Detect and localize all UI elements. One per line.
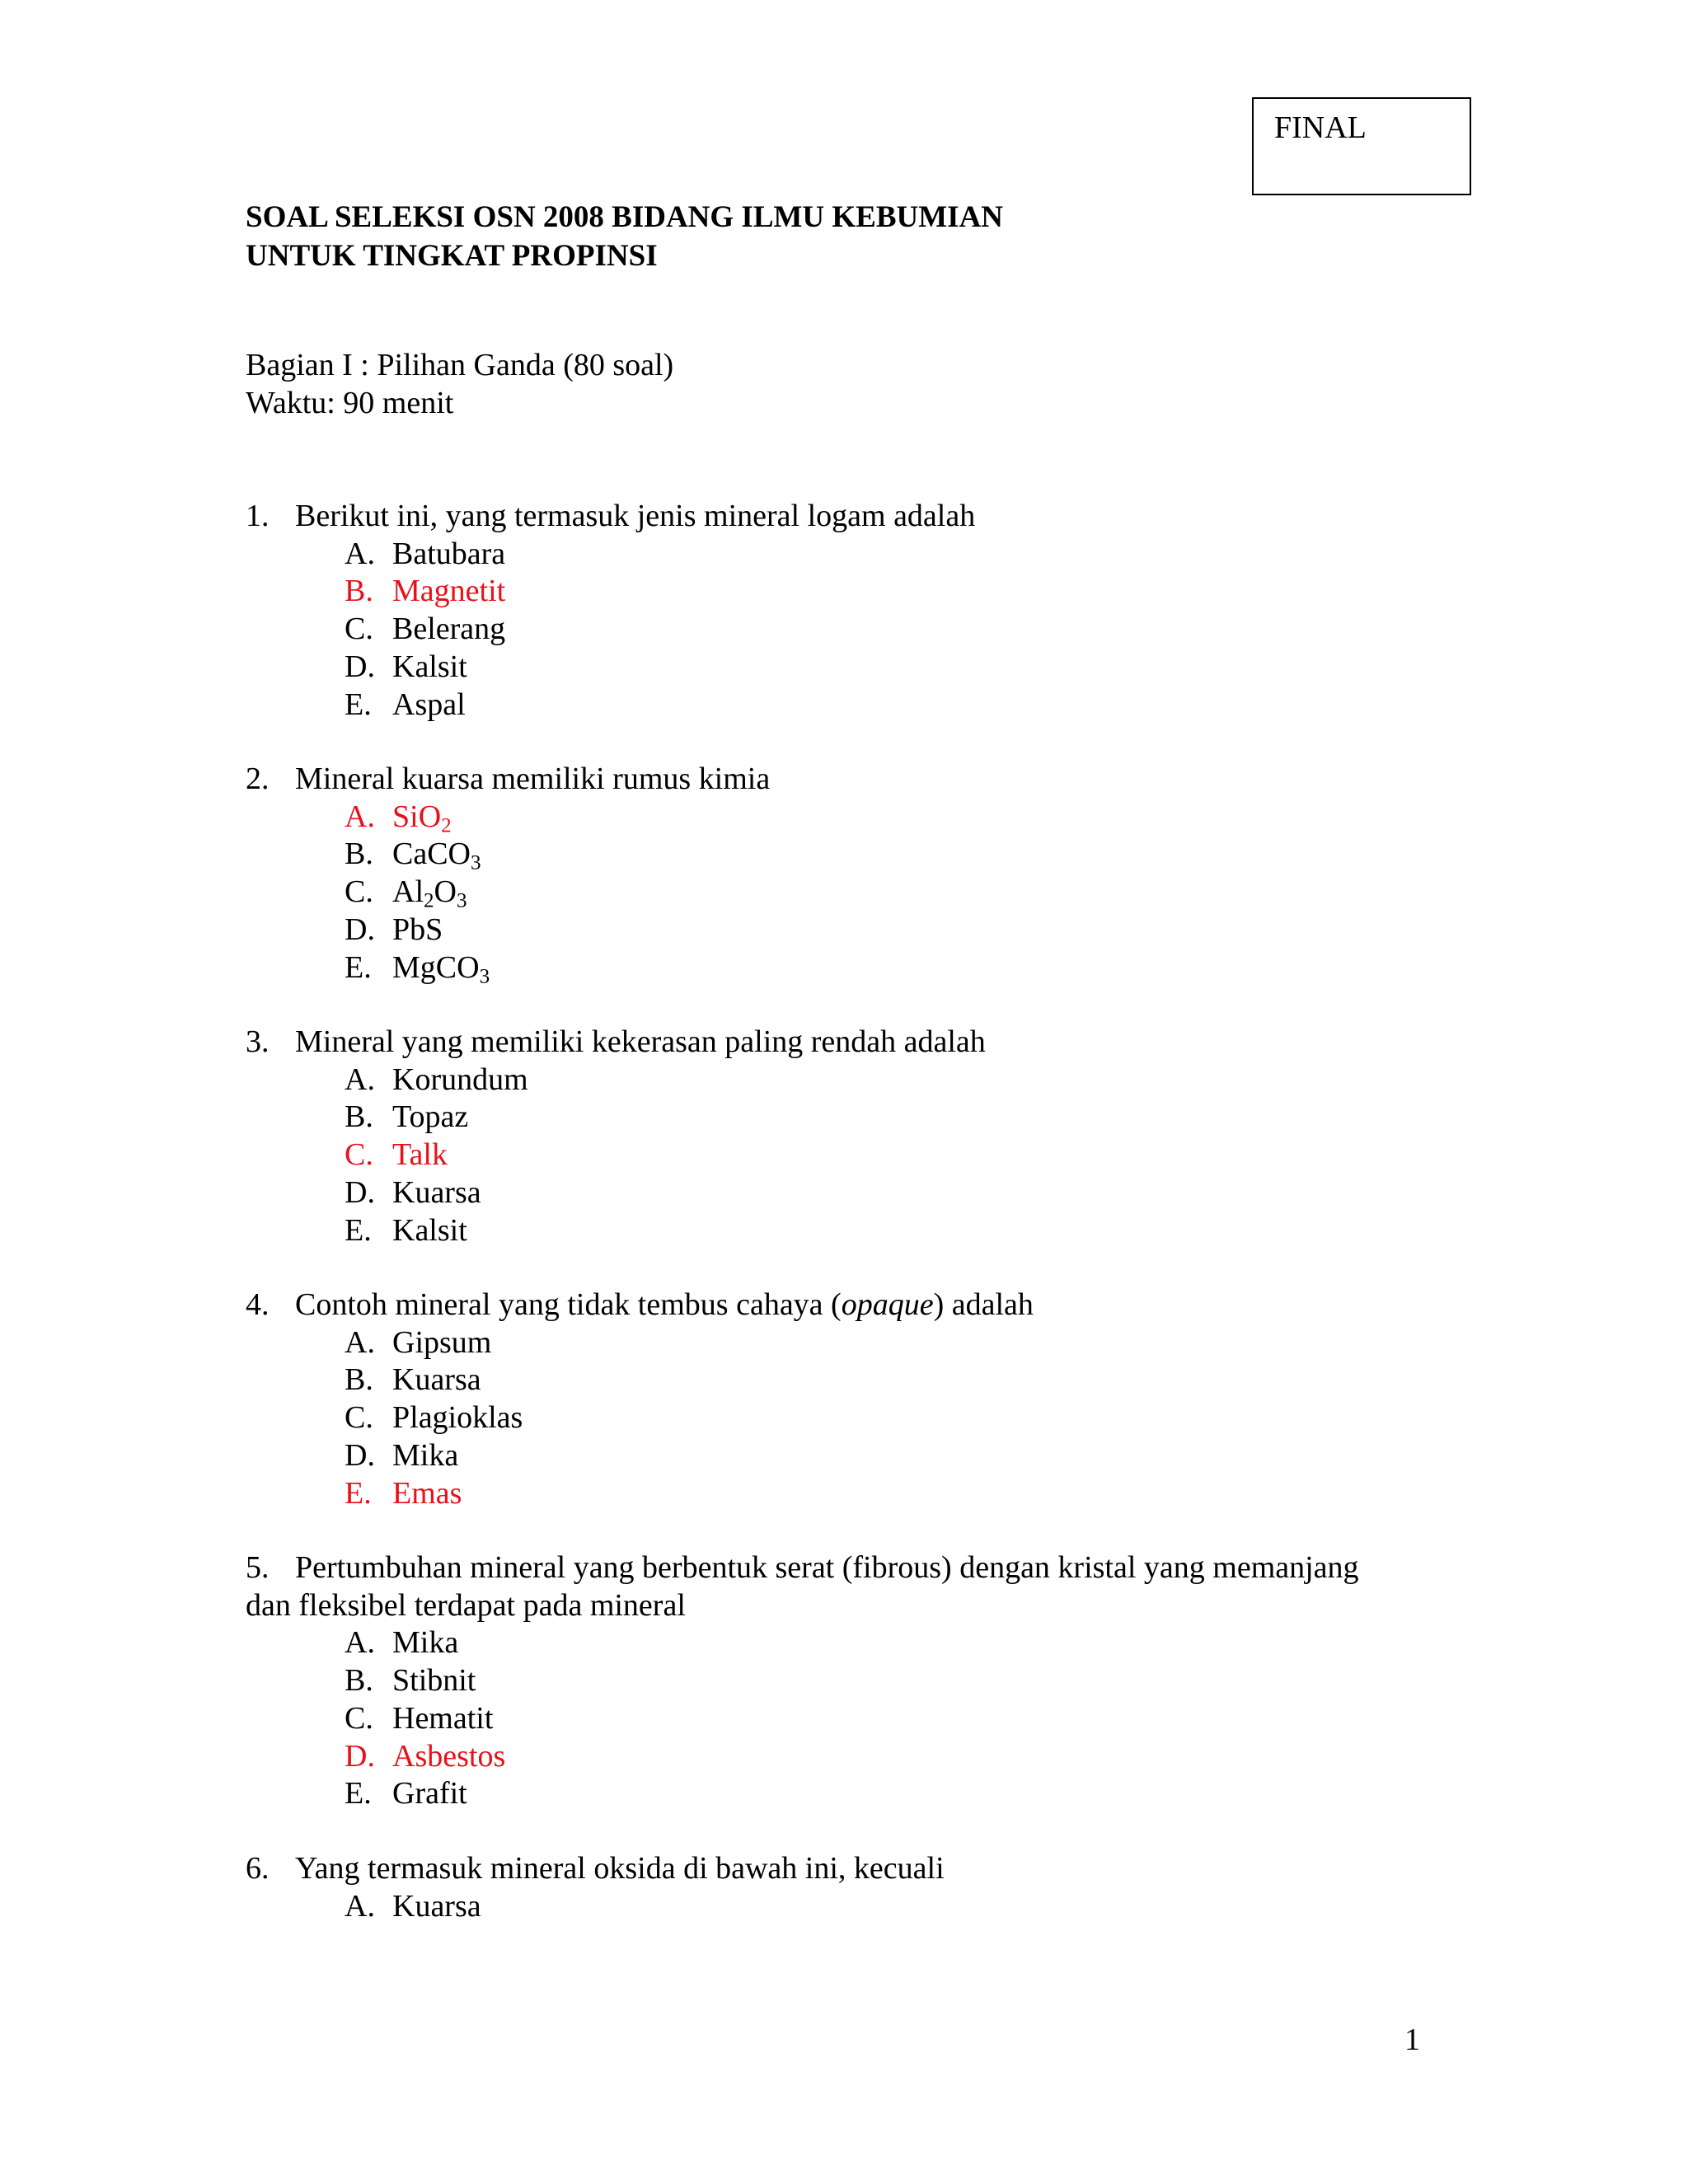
option-d: D. Kalsit bbox=[345, 649, 467, 684]
question-text: Mineral yang memiliki kekerasan paling rendah adalah bbox=[295, 1024, 986, 1059]
section-part: Bagian I : Pilihan Ganda (80 soal) bbox=[246, 348, 674, 382]
option-a: A. Kuarsa bbox=[345, 1888, 481, 1924]
final-stamp: FINAL bbox=[1252, 97, 1471, 195]
option-e: E. Kalsit bbox=[345, 1212, 467, 1248]
question-4 bbox=[246, 1286, 1441, 1512]
option-b: B. Kuarsa bbox=[345, 1362, 481, 1398]
question-number: 6. bbox=[246, 1851, 270, 1886]
option-a: A. Mika bbox=[345, 1625, 459, 1661]
option-d: D. Kuarsa bbox=[345, 1174, 481, 1210]
option-b-correct: B. Magnetit bbox=[345, 574, 506, 609]
option-c: C. Plagioklas bbox=[345, 1400, 523, 1436]
option-a: A. Korundum bbox=[345, 1062, 528, 1097]
option-d-correct: D. Asbestos bbox=[345, 1738, 506, 1774]
title-line-1: SOAL SELEKSI OSN 2008 BIDANG ILMU KEBUMIAN bbox=[246, 200, 1004, 234]
question-text: Yang termasuk mineral oksida di bawah ini, kecuali bbox=[295, 1851, 945, 1886]
question-1 bbox=[246, 498, 1441, 724]
option-e: E. Grafit bbox=[345, 1776, 467, 1811]
question-text: Mineral kuarsa memiliki rumus kimia bbox=[295, 762, 771, 796]
option-e: E. Aspal bbox=[345, 687, 466, 722]
option-b: B. Topaz bbox=[345, 1099, 469, 1135]
question-5 bbox=[246, 1549, 1441, 1813]
question-text: Contoh mineral yang tidak tembus cahaya (opaque) adalah bbox=[295, 1287, 1034, 1322]
question-2 bbox=[246, 761, 1441, 987]
option-c: C. Belerang bbox=[345, 612, 506, 647]
option-b: B. Stibnit bbox=[345, 1663, 476, 1699]
option-d: D. Mika bbox=[345, 1437, 459, 1473]
title-line-2: UNTUK TINGKAT PROPINSI bbox=[246, 239, 658, 273]
option-b: B. CaCO$_3$ bbox=[345, 837, 481, 874]
document-title bbox=[246, 198, 1003, 275]
question-number: 2. bbox=[246, 762, 270, 796]
option-a: A. Batubara bbox=[345, 536, 506, 571]
question-text: Pertumbuhan mineral yang berbentuk serat (fibrous) dengan kristal yang memanjang bbox=[295, 1550, 1359, 1585]
option-e-correct: E. Emas bbox=[345, 1475, 462, 1511]
section-time: Waktu: 90 menit bbox=[246, 386, 454, 420]
option-c-correct: C. Talk bbox=[345, 1137, 448, 1173]
option-c: C. $Al_2O_3$ bbox=[345, 874, 467, 912]
option-e: E. MgCO$_3$ bbox=[345, 949, 490, 987]
option-a: A. Gipsum bbox=[345, 1324, 492, 1360]
question-text-continued: dan fleksibel terdapat pada mineral bbox=[246, 1587, 686, 1623]
question-number: 3. bbox=[246, 1024, 270, 1059]
option-d: D. PbS bbox=[345, 912, 443, 947]
option-a-correct: A. SiO$_2$ bbox=[345, 799, 452, 837]
question-number: 1. bbox=[246, 499, 270, 533]
section-info bbox=[246, 346, 673, 422]
page-number: 1 bbox=[1404, 2022, 1420, 2057]
question-number: 4. bbox=[246, 1287, 270, 1322]
question-text: Berikut ini, yang termasuk jenis mineral logam adalah bbox=[295, 499, 976, 533]
question-number: 5. bbox=[246, 1550, 270, 1585]
question-6 bbox=[246, 1850, 1441, 1925]
option-c: C. Hematit bbox=[345, 1700, 494, 1736]
question-3 bbox=[246, 1024, 1441, 1249]
